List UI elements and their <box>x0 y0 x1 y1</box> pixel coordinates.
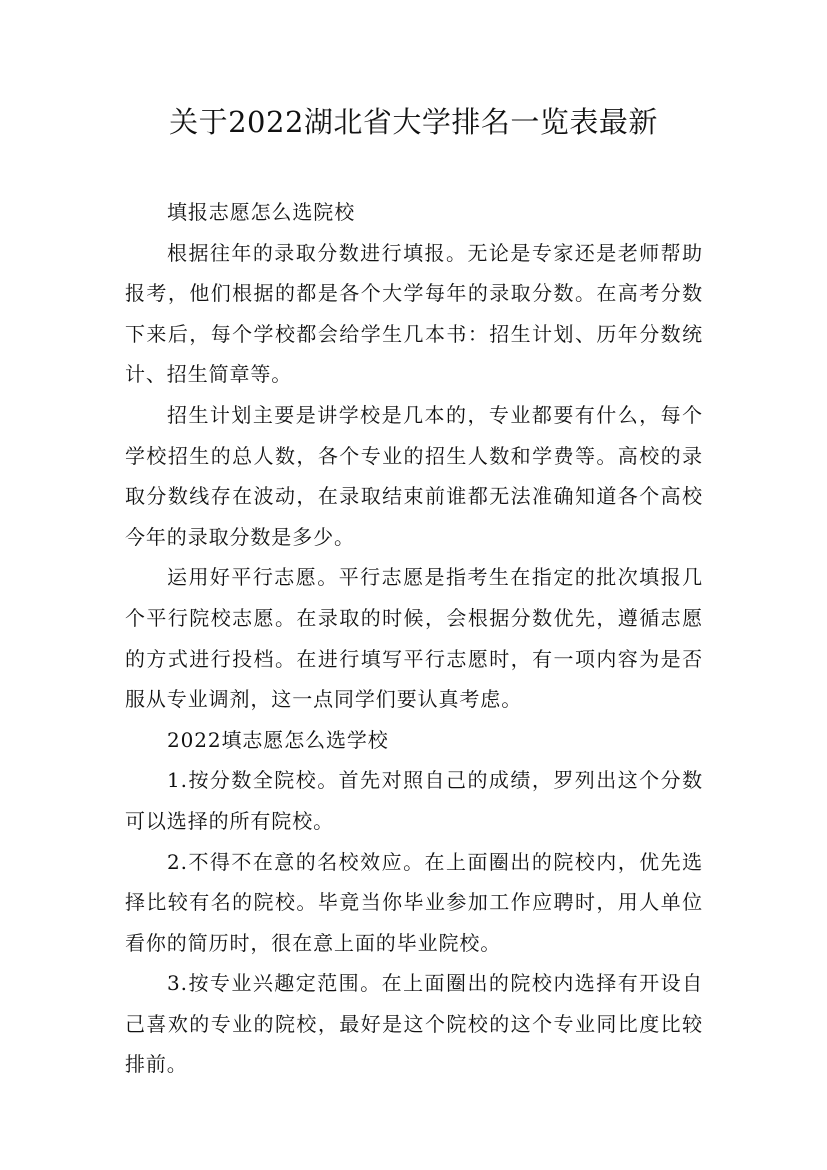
list-item-3: 3.按专业兴趣定范围。在上面圈出的院校内选择有开设自己喜欢的专业的院校，最好是这个院校的这个专业同比度比较排前。 <box>125 971 703 1077</box>
paragraph-enrollment-plan: 招生计划主要是讲学校是几本的，专业都要有什么，每个学校招生的总人数，各个专业的招生人数和学费等。高校的录取分数线存在波动，在录取结束前谁都无法准确知道各个高校今年的录取分数是多少。 <box>125 402 703 549</box>
list-item-2: 2.不得不在意的名校效应。在上面圈出的院校内，优先选择比较有名的院校。毕竟当你毕业参加工作应聘时，用人单位看你的简历时，很在意上面的毕业院校。 <box>125 849 703 955</box>
document-body <box>125 192 703 1085</box>
list-item-1: 1.按分数全院校。首先对照自己的成绩，罗列出这个分数可以选择的所有院校。 <box>125 768 703 833</box>
paragraph-admission-scores: 根据往年的录取分数进行填报。无论是专家还是老师帮助报考，他们根据的都是各个大学每年的录取分数。在高考分数下来后，每个学校都会给学生几本书：招生计划、历年分数统计、招生简章等。 <box>125 240 703 387</box>
paragraph-parallel-volunteer: 运用好平行志愿。平行志愿是指考生在指定的批次填报几个平行院校志愿。在录取的时候，会根据分数优先，遵循志愿的方式进行投档。在进行填写平行志愿时，有一项内容为是否服从专业调剂，这一点同学们要认真考虑。 <box>125 565 703 712</box>
section-heading-choose-school: 填报志愿怎么选院校 <box>167 200 356 224</box>
document-title: 关于2022湖北省大学排名一览表最新 <box>169 105 658 139</box>
section-heading-2022-choose-school: 2022填志愿怎么选学校 <box>167 727 389 752</box>
